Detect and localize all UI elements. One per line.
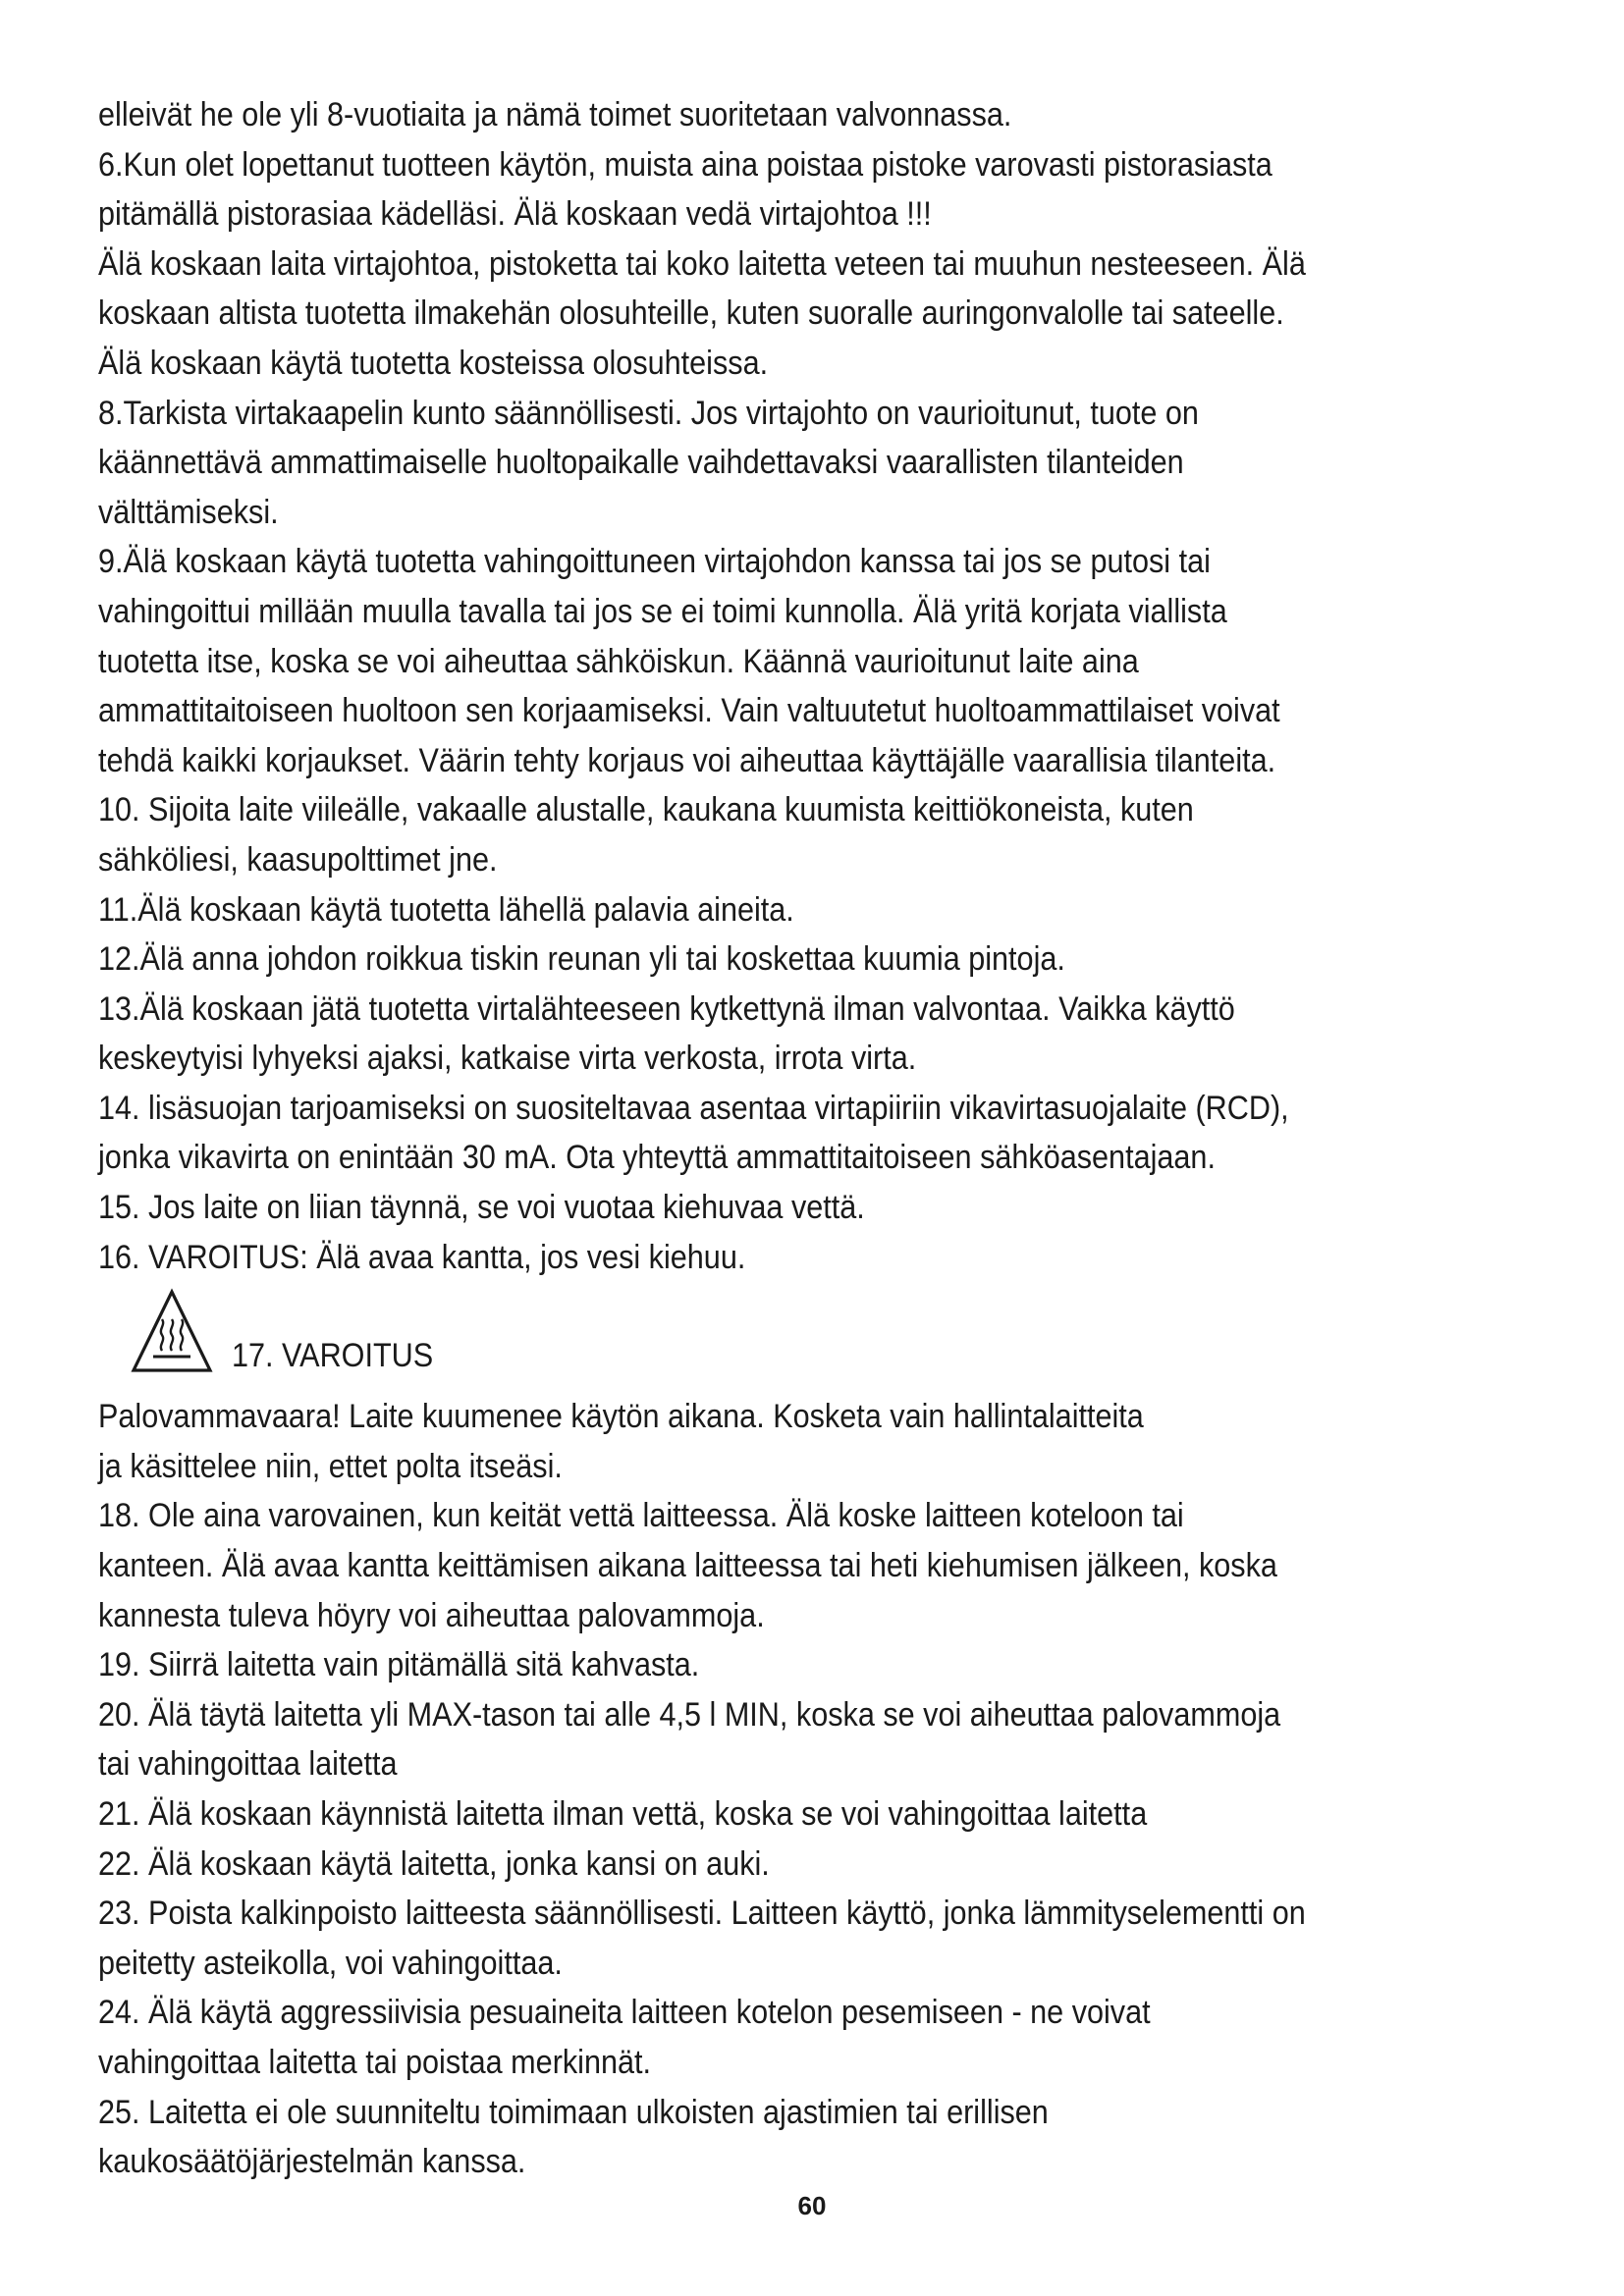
text-line: 21. Älä koskaan käynnistä laitetta ilman vettä, koska se voi vahingoittaa laitetta — [98, 1795, 1148, 1833]
text-block-after-warning — [98, 1392, 1551, 2187]
text-line: kanteen. Älä avaa kantta keittämisen aikana laitteessa tai heti kiehumisen jälkeen, koska — [98, 1547, 1277, 1585]
text-line: keskeytyisi lyhyeksi ajaksi, katkaise virta verkosta, irrota virta. — [98, 1040, 917, 1078]
text-line: 8.Tarkista virtakaapelin kunto säännöllisesti. Jos virtajohto on vaurioitunut, tuote on — [98, 394, 1199, 432]
text-line: 25. Laitetta ei ole suunniteltu toimimaan ulkoisten ajastimien tai erillisen — [98, 2093, 1049, 2131]
text-line: Älä koskaan laita virtajohtoa, pistoketta tai koko laitetta veteen tai muuhun nesteeseen. Älä — [98, 244, 1306, 283]
text-line: ammattitaitoiseen huoltoon sen korjaamiseksi. Vain valtuutetut huoltoammattilaiset voivat — [98, 692, 1280, 730]
page-number: 60 — [797, 2191, 827, 2220]
text-line: jonka vikavirta on enintään 30 mA. Ota yhteyttä ammattitaitoiseen sähköasentajaan. — [98, 1139, 1216, 1177]
hot-surface-warning-icon — [130, 1288, 214, 1376]
text-line: ja käsittelee niin, ettet polta itseäsi. — [98, 1447, 563, 1485]
text-line: käännettävä ammattimaiselle huoltopaikalle vaihdettavaksi vaarallisten tilanteiden — [98, 444, 1184, 482]
text-line: Älä koskaan käytä tuotetta kosteissa olosuhteissa. — [98, 344, 769, 382]
text-line: 20. Älä täytä laitetta yli MAX-tason tai alle 4,5 l MIN, koska se voi aiheuttaa palovammoja — [98, 1695, 1281, 1734]
text-line: Palovammavaara! Laite kuumenee käytön aikana. Kosketa vain hallintalaitteita — [98, 1398, 1144, 1436]
text-line: kannesta tuleva höyry voi aiheuttaa palovammoja. — [98, 1596, 765, 1634]
text-line: 22. Älä koskaan käytä laitetta, jonka kansi on auki. — [98, 1844, 770, 1883]
text-line: 16. VAROITUS: Älä avaa kantta, jos vesi kiehuu. — [98, 1238, 746, 1276]
text-line: peitetty asteikolla, voi vahingoittaa. — [98, 1944, 563, 1982]
text-line: koskaan altista tuotetta ilmakehän olosuhteille, kuten suoralle auringonvalolle tai sateelle. — [98, 294, 1284, 333]
text-line: 12.Älä anna johdon roikkua tiskin reunan yli tai koskettaa kuumia pintoja. — [98, 940, 1065, 979]
warning-label: 17. VAROITUS — [232, 1337, 434, 1375]
text-line: elleivät he ole yli 8-vuotiaita ja nämä toimet suoritetaan valvonnassa. — [98, 96, 1012, 133]
text-line: pitämällä pistorasiaa kädelläsi. Älä koskaan vedä virtajohtoa !!! — [98, 195, 932, 234]
text-line: 11.Älä koskaan käytä tuotetta lähellä palavia aineita. — [98, 890, 794, 929]
text-line: vahingoittui millään muulla tavalla tai jos se ei toimi kunnolla. Älä yritä korjata viallista — [98, 592, 1227, 630]
text-line: 14. lisäsuojan tarjoamiseksi on suositeltavaa asentaa virtapiiriin vikavirtasuojalaite (RCD), — [98, 1089, 1289, 1127]
text-line: sähköliesi, kaasupolttimet jne. — [98, 840, 498, 879]
text-line: 19. Siirrä laitetta vain pitämällä sitä kahvasta. — [98, 1646, 700, 1684]
text-line: tai vahingoittaa laitetta — [98, 1745, 398, 1784]
text-line: 23. Poista kalkinpoisto laitteesta säännöllisesti. Laitteen käyttö, jonka lämmityselementti on — [98, 1895, 1306, 1933]
text-line: 10. Sijoita laite viileälle, vakaalle alustalle, kaukana kuumista keittiökoneista, kuten — [98, 791, 1194, 829]
text-line: 18. Ole aina varovainen, kun keität vettä laitteessa. Älä koske laitteen koteloon tai — [98, 1497, 1184, 1535]
text-line: 15. Jos laite on liian täynnä, se voi vuotaa kiehuvaa vettä. — [98, 1189, 865, 1227]
text-line: tuotetta itse, koska se voi aiheuttaa sähköiskun. Käännä vaurioitunut laite aina — [98, 642, 1139, 680]
text-line: 13.Älä koskaan jätä tuotetta virtalähteeseen kytkettynä ilman valvontaa. Vaikka käyttö — [98, 989, 1235, 1028]
text-line: kaukosäätöjärjestelmän kanssa. — [98, 2143, 526, 2181]
warning-heading — [98, 1282, 1551, 1392]
text-line: tehdä kaikki korjaukset. Väärin tehty korjaus voi aiheuttaa käyttäjälle vaarallisia tilanteita. — [98, 741, 1276, 779]
text-line: 24. Älä käytä aggressiivisia pesuaineita laitteen kotelon pesemiseen - ne voivat — [98, 1994, 1151, 2032]
text-line: välttämiseksi. — [98, 493, 279, 531]
document-body — [98, 90, 1551, 2187]
text-line: vahingoittaa laitetta tai poistaa merkinnät. — [98, 2043, 652, 2081]
text-block-before-warning — [98, 90, 1551, 1282]
text-line: 6.Kun olet lopettanut tuotteen käytön, muista aina poistaa pistoke varovasti pistorasiasta — [98, 145, 1272, 184]
text-line: 9.Älä koskaan käytä tuotetta vahingoittuneen virtajohdon kanssa tai jos se putosi tai — [98, 543, 1211, 581]
